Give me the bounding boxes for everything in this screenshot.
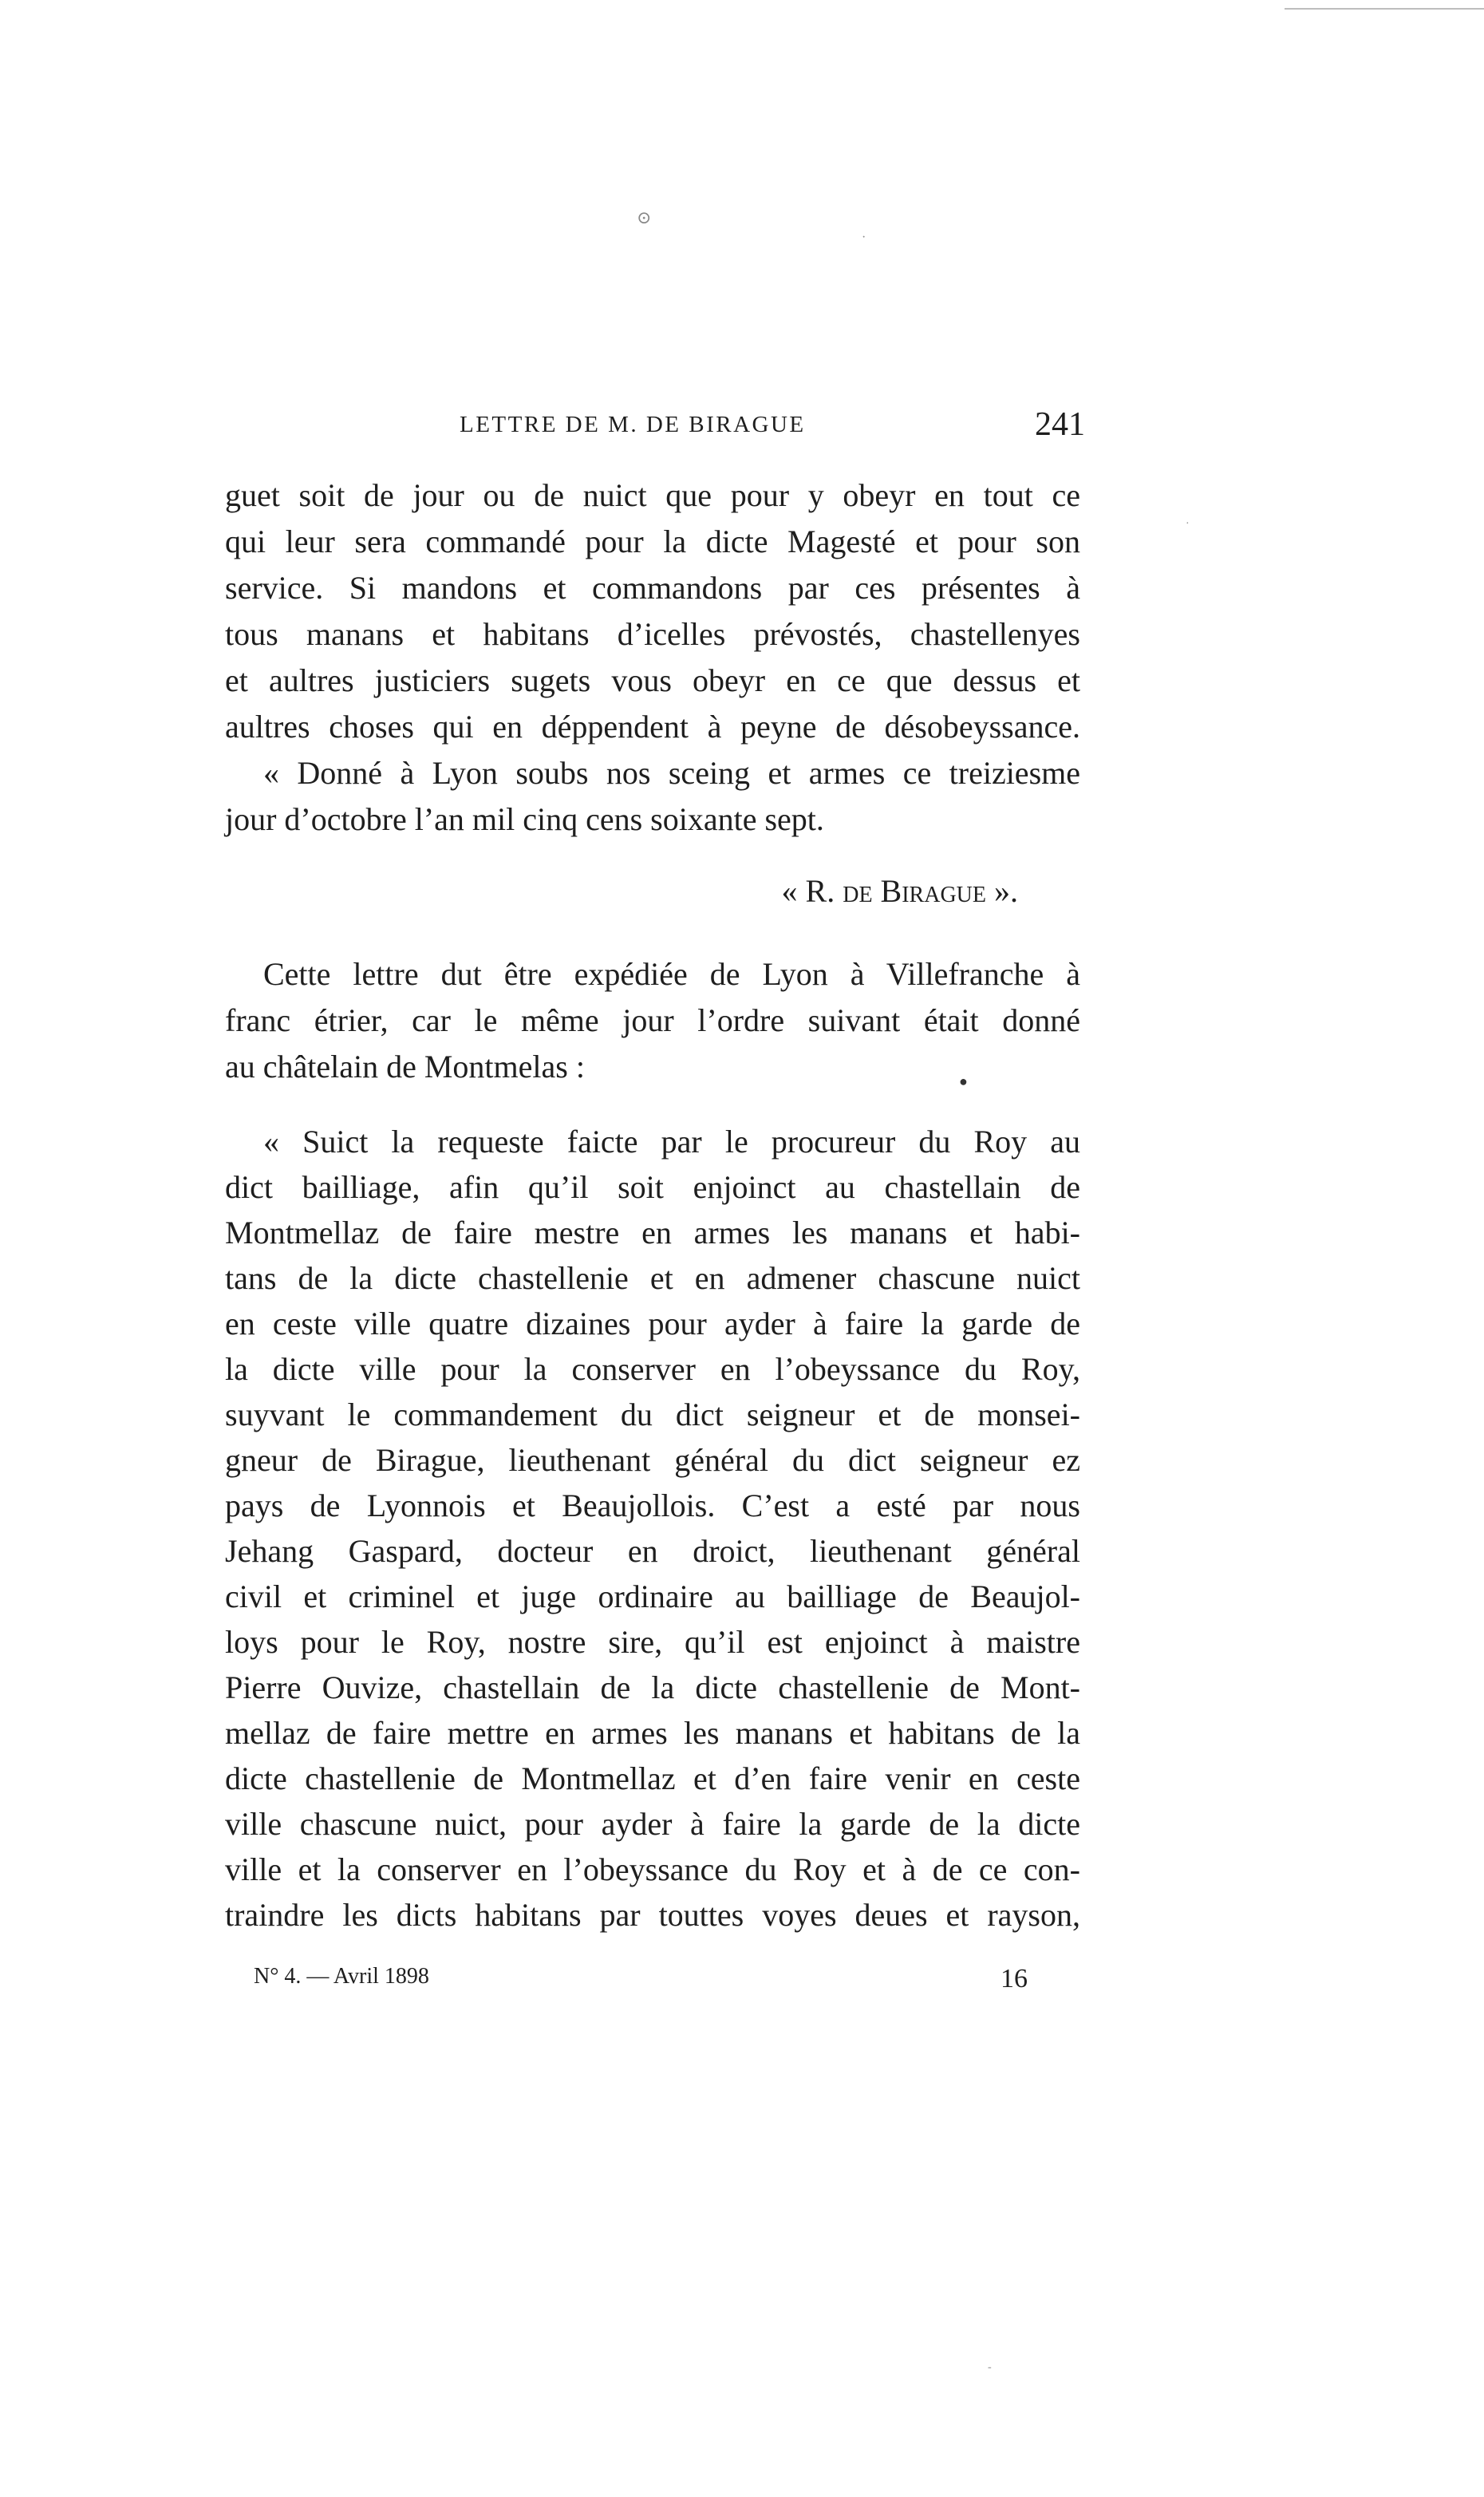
text-line: Pierre Ouvize, chastellain de la dicte chastellenie de Mont- [225,1669,1080,1705]
text-line: « Suict la requeste faicte par le procureur du Roy au [263,1124,1080,1160]
text-line: « Donné à Lyon soubs nos sceing et armes ce treiziesme [263,755,1080,791]
text-line: guet soit de jour ou de nuict que pour y obeyr en tout ce [225,477,1080,513]
text-line: gneur de Birague, lieuthenant général du dict seigneur ez [225,1442,1080,1478]
signature-open: « R. [781,873,843,909]
text-line: au châtelain de Montmelas : [225,1049,585,1085]
text-line: ville chascune nuict, pour ayder à faire la garde de la dicte [225,1806,1080,1842]
text-line: la dicte ville pour la conserver en l’obeyssance du Roy, [225,1351,1080,1387]
text-line: jour d’octobre l’an mil cinq cens soixante sept. [225,801,824,837]
scan-speck: · [1186,518,1190,530]
text-line: et aultres justiciers sugets vous obeyr en ce que dessus et [225,662,1080,698]
text-line: pays de Lyonnois et Beaujollois. C’est a esté par nous [225,1488,1080,1523]
issue-info: N° 4. — Avril 1898 [254,1964,429,1989]
page-footer [254,1958,1028,1997]
text-line: traindre les dicts habitans par touttes voyes deues et rayson, [225,1897,1080,1933]
scan-speck: · [862,231,866,244]
text-line: tans de la dicte chastellenie et en admener chascune nuict [225,1260,1080,1296]
text-line: service. Si mandons et commandons par ces présentes à [225,570,1080,606]
sheet-number: 16 [1001,1964,1028,1993]
signature-name: de Birague [843,873,986,909]
signature [225,868,1080,915]
text-line: qui leur sera commandé pour la dicte Magesté et pour son [225,524,1080,559]
text-line: suyvant le commandement du dict seigneur et de monsei- [225,1397,1080,1432]
text-line: Cette lettre dut être expédiée de Lyon à Villefranche à [263,956,1080,992]
top-edge-rule [1285,8,1484,10]
text-line: Jehang Gaspard, docteur en droict, lieuthenant général [225,1533,1080,1569]
text-line: dict bailliage, afin qu’il soit enjoinct au chastellain de [225,1169,1080,1205]
scan-speck: ● [959,1073,968,1089]
text-line: tous manans et habitans d’icelles prévostés, chastellenyes [225,616,1080,652]
text-line: Montmellaz de faire mestre en armes les manans et habi- [225,1215,1080,1250]
page-header [223,405,1085,453]
text-line: dicte chastellenie de Montmellaz et d’en faire venir en ceste [225,1760,1080,1796]
text-line: en ceste ville quatre dizaines pour ayder à faire la garde de [225,1306,1080,1341]
text-line: loys pour le Roy, nostre sire, qu’il est enjoinct à maistre [225,1624,1080,1660]
running-title: LETTRE DE M. DE BIRAGUE [460,412,806,437]
page-number: 241 [1035,406,1085,443]
text-line: civil et criminel et juge ordinaire au bailliage de Beaujol- [225,1578,1080,1614]
text-line: mellaz de faire mettre en armes les manans et habitans de la [225,1715,1080,1751]
text-line: ville et la conserver en l’obeyssance du Roy et à de ce con- [225,1851,1080,1887]
text-line: franc étrier, car le même jour l’ordre suivant était donné [225,1002,1080,1038]
signature-close: ». [986,873,1018,909]
text-line: aultres choses qui en déppendent à peyne de désobeyssance. [225,709,1080,745]
scan-speck: - [988,2361,992,2373]
scan-speck: ⊙ [637,207,652,227]
